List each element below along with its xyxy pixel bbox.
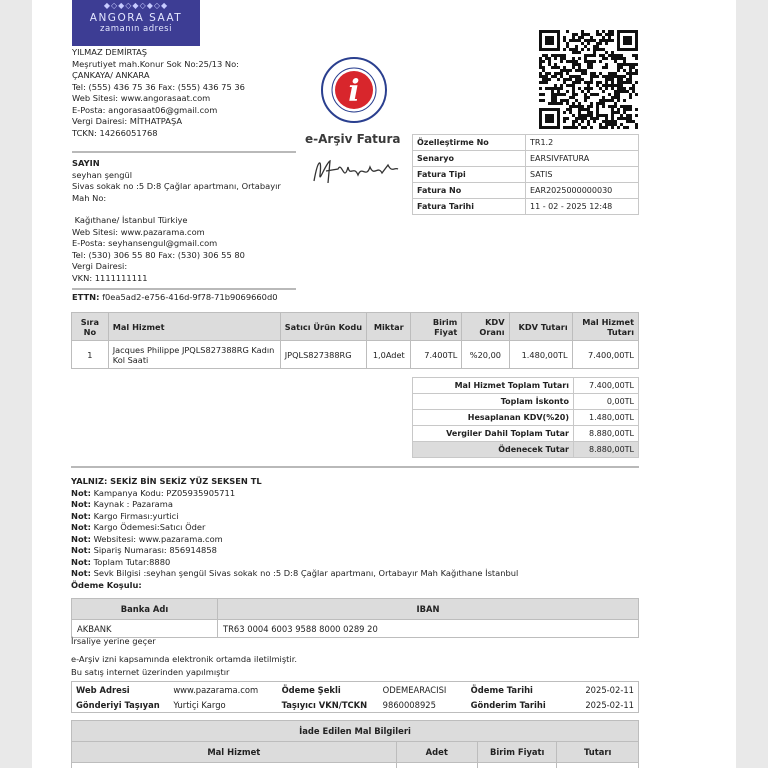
- returns-title: İade Edilen Mal Bilgileri: [72, 721, 639, 742]
- total-label: Mal Hizmet Toplam Tutarı: [413, 378, 574, 394]
- returns-header: Mal Hizmet: [72, 742, 397, 763]
- table-row: [72, 763, 639, 768]
- note-label: Not:: [71, 545, 91, 555]
- totals-table: [412, 377, 639, 458]
- note-label: Not:: [71, 510, 91, 521]
- footnote-2: e-Arşiv izni kapsamında elektronik ortamda iletilmiştir.: [71, 654, 298, 664]
- shipping-value: 2025-02-11: [585, 699, 634, 710]
- total-row: [413, 378, 639, 394]
- total-row: [413, 410, 639, 426]
- ettn: [72, 292, 278, 304]
- items-header: KDV Tutarı: [509, 313, 572, 341]
- returns-header: Birim Fiyatı: [477, 742, 557, 763]
- note-label: Not:: [71, 487, 91, 498]
- total-label: Hesaplanan KDV(%20): [413, 410, 574, 426]
- shipping-value: 9860008925: [382, 699, 436, 710]
- buyer-phone: Tel: (530) 306 55 80 Fax: (530) 306 55 80: [72, 249, 245, 260]
- meta-row: [413, 151, 639, 167]
- meta-value: EARSIVFATURA: [526, 151, 639, 167]
- buyer-email: E-Posta: seyhansengul@gmail.com: [72, 238, 218, 248]
- logo-name: ANGORA SAAT: [89, 12, 183, 24]
- note-label: Not:: [71, 533, 91, 544]
- buyer-city: Kağıthane/ İstanbul Türkiye: [72, 215, 188, 225]
- seller-address-2: ÇANKAYA/ ANKARA: [72, 70, 150, 80]
- footnote-1: İrsaliye yerine geçer: [71, 636, 156, 646]
- divider: [72, 151, 296, 153]
- seller-tax-office: Vergi Dairesi: MİTHATPAŞA: [72, 116, 183, 126]
- note-label: Not:: [71, 568, 91, 578]
- item-cell: Jacques Philippe JPQLS827388RG Kadın Kol Saati: [108, 341, 280, 369]
- items-header: Miktar: [367, 313, 411, 341]
- divider: [72, 288, 296, 290]
- logo-slogan: zamanın adresi: [100, 24, 172, 34]
- item-cell: 1: [72, 341, 109, 369]
- ettn-value: f0ea5ad2-e756-416d-9f78-71b9069660d0: [102, 292, 278, 302]
- note-line: [71, 488, 641, 500]
- total-value: 8.880,00TL: [574, 426, 639, 442]
- notes-section: [71, 476, 641, 591]
- bank-iban: TR63 0004 6003 9588 8000 0289 20: [218, 620, 639, 638]
- returns-header: Adet: [396, 742, 477, 763]
- seller-info: [72, 47, 332, 139]
- bank-header-name: Banka Adı: [72, 599, 218, 620]
- note-line: [71, 522, 641, 534]
- seller-web: Web Sitesi: www.angorasaat.com: [72, 93, 211, 103]
- buyer-address-1: Sivas sokak no :5 D:8 Çağlar apartmanı, Ortabayır: [72, 181, 281, 191]
- returns-table: [71, 720, 639, 768]
- shipping-label: Ödeme Tarihi: [470, 684, 533, 695]
- meta-row: [413, 167, 639, 183]
- shipping-row: [72, 697, 639, 713]
- footnote-3: Bu satış internet üzerinden yapılmıştır: [71, 667, 230, 677]
- ettn-label: ETTN:: [72, 292, 100, 302]
- total-label: Toplam İskonto: [413, 394, 574, 410]
- note-label: Not:: [71, 556, 91, 567]
- total-row: [413, 394, 639, 410]
- shipping-value: Yurtiçi Kargo: [173, 699, 226, 710]
- note-line: [71, 534, 641, 546]
- meta-value: EAR2025000000030: [526, 183, 639, 199]
- items-table: [71, 312, 639, 369]
- meta-value: TR1.2: [526, 135, 639, 151]
- table-row: [72, 620, 639, 638]
- table-row: [72, 341, 639, 369]
- amount-in-words: YALNIZ: SEKİZ BİN SEKİZ YÜZ SEKSEN TL: [71, 476, 262, 486]
- notes-list: [71, 488, 641, 580]
- doc-title: e-Arşiv Fatura: [305, 132, 401, 146]
- item-cell: 1.480,00TL: [509, 341, 572, 369]
- items-header: Satıcı Ürün Kodu: [280, 313, 366, 341]
- total-row: [413, 442, 639, 458]
- angora-saat-logo: [72, 0, 200, 46]
- meta-value: 11 - 02 - 2025 12:48: [526, 199, 639, 215]
- total-value: 8.880,00TL: [574, 442, 639, 458]
- total-label: Vergiler Dahil Toplam Tutar: [413, 426, 574, 442]
- shipping-label: Gönderiyi Taşıyan: [76, 699, 160, 710]
- divider: [71, 466, 639, 468]
- qr-code-icon: [539, 30, 638, 129]
- meta-row: [413, 135, 639, 151]
- item-cell: 1,0Adet: [367, 341, 411, 369]
- invoice-page: [32, 0, 736, 768]
- gib-mark: i: [348, 74, 360, 109]
- meta-label: Özelleştirme No: [413, 135, 526, 151]
- gib-seal-icon: [320, 56, 388, 124]
- seller-name: YILMAZ DEMİRTAŞ: [72, 47, 148, 57]
- bank-name: AKBANK: [72, 620, 218, 638]
- item-cell: 7.400TL: [411, 341, 462, 369]
- items-header: Birim Fiyat: [411, 313, 462, 341]
- meta-value: SATIS: [526, 167, 639, 183]
- buyer-web: Web Sitesi: www.pazarama.com: [72, 226, 205, 237]
- note-line: [71, 545, 641, 557]
- note-text: Kaynak : Pazarama: [93, 499, 173, 509]
- note-line: [71, 499, 641, 511]
- shipping-label: Web Adresi: [76, 684, 130, 695]
- item-cell: 7.400,00TL: [572, 341, 638, 369]
- items-header: Mal Hizmet: [108, 313, 280, 341]
- total-value: 7.400,00TL: [574, 378, 639, 394]
- shipping-label: Ödeme Şekli: [281, 684, 341, 695]
- meta-row: [413, 183, 639, 199]
- buyer-vkn: VKN: 1111111111: [72, 272, 148, 283]
- items-header: Sıra No: [72, 313, 109, 341]
- total-row: [413, 426, 639, 442]
- seller-phone: Tel: (555) 436 75 36 Fax: (555) 436 75 36: [72, 81, 245, 92]
- items-header: KDV Oranı: [462, 313, 509, 341]
- returns-header: Tutarı: [557, 742, 639, 763]
- meta-label: Fatura Tarihi: [413, 199, 526, 215]
- note-label: Not:: [71, 499, 91, 509]
- buyer-info: [72, 158, 332, 284]
- meta-label: Fatura Tipi: [413, 167, 526, 183]
- item-cell: JPQLS827388RG: [280, 341, 366, 369]
- seller-address-1: Meşrutiyet mah.Konur Sok No:25/13 No:: [72, 58, 239, 69]
- note-line: [71, 568, 641, 580]
- note-line: [71, 511, 641, 523]
- shipping-value: www.pazarama.com: [173, 684, 259, 695]
- bank-table: [71, 598, 639, 638]
- buyer-address-2: Mah No:: [72, 192, 107, 203]
- total-value: 0,00TL: [574, 394, 639, 410]
- meta-label: Senaryo: [413, 151, 526, 167]
- item-cell: %20,00: [462, 341, 509, 369]
- logo-ornament: ◆◇◆◇◆◇◆◇◆: [103, 1, 169, 10]
- buyer-heading: SAYIN: [72, 158, 100, 168]
- total-label: Ödenecek Tutar: [413, 442, 574, 458]
- shipping-label: Gönderim Tarihi: [470, 699, 546, 710]
- seller-tckn: TCKN: 14266051768: [72, 127, 158, 138]
- seller-email: E-Posta: angorasaat06@gmail.com: [72, 104, 218, 115]
- note-text: Kampanya Kodu: PZ05935905711: [93, 487, 236, 498]
- note-text: Sipariş Numarası: 856914858: [93, 545, 217, 555]
- total-value: 1.480,00TL: [574, 410, 639, 426]
- note-text: Sevk Bilgisi :seyhan şengül Sivas sokak no :5 D:8 Çağlar apartmanı, Ortabayır Mah Kağıthane İstanbul: [93, 568, 519, 578]
- buyer-name: seyhan şengül: [72, 169, 133, 180]
- note-line: [71, 557, 641, 569]
- meta-row: [413, 199, 639, 215]
- shipping-row: [72, 682, 639, 698]
- shipping-info: [71, 681, 639, 713]
- meta-label: Fatura No: [413, 183, 526, 199]
- items-header: Mal Hizmet Tutarı: [572, 313, 638, 341]
- payment-terms: Ödeme Koşulu:: [71, 579, 142, 590]
- note-text: Kargo Firması:yurtici: [93, 510, 179, 521]
- note-text: Toplam Tutar:8880: [93, 556, 171, 567]
- note-label: Not:: [71, 522, 91, 532]
- invoice-meta-table: [412, 134, 639, 215]
- buyer-tax-office: Vergi Dairesi:: [72, 261, 128, 271]
- bank-header-iban: IBAN: [218, 599, 639, 620]
- shipping-label: Taşıyıcı VKN/TCKN: [281, 699, 368, 710]
- note-text: Websitesi: www.pazarama.com: [93, 533, 223, 544]
- shipping-value: ODEMEARACISI: [382, 684, 447, 695]
- shipping-value: 2025-02-11: [585, 684, 634, 695]
- note-text: Kargo Ödemesi:Satıcı Öder: [93, 522, 206, 532]
